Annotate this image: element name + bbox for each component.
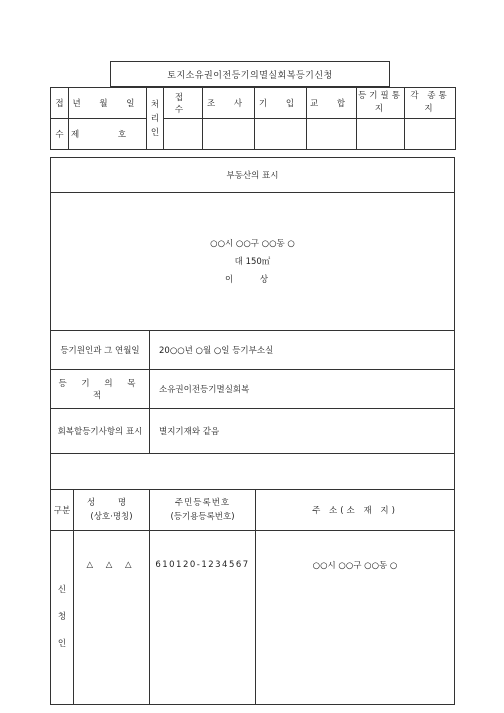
col-name-line1: 성 명 [86,498,137,508]
reception-char-1: 접 [51,88,69,119]
property-line: 이 상 [224,274,281,285]
col-registration-notice: 등기필통 지 [357,88,405,119]
col-verify: 교 합 [307,88,357,119]
col-address: 주 소(소 재 지) [312,506,398,516]
entry-box[interactable] [255,119,307,150]
col-name [74,490,149,530]
col-investigation: 조 사 [203,88,255,119]
receipt-table [50,87,456,150]
recovery-items-label: 회복할등기사항의 표시 [57,427,143,437]
col-entry: 기 입 [255,88,307,119]
cause-label: 등기원인과 그 연월일 [60,346,140,356]
applicant-label [51,531,73,704]
applicant-address[interactable]: ○○시 ○○구 ○○동 ○ [312,561,398,571]
registration-notice-box[interactable] [357,119,405,150]
purpose-label: 등 기 의 목 적 [58,379,142,401]
processor-label [147,88,164,150]
property-line: ○○시 ○○구 ○○동 ○ [210,238,295,249]
applicant-id[interactable]: 610120-1234567 [155,560,250,570]
property-line: 대 150㎡ [234,256,271,267]
col-id [150,490,255,530]
property-description [51,193,454,330]
property-header: 부동산의 표시 [226,171,279,181]
investigation-box[interactable] [203,119,255,150]
processor-char: 인 [150,127,160,138]
applicant-char: 인 [57,639,67,649]
recovery-items-value[interactable]: 별지기재와 같음 [159,427,220,437]
verify-box[interactable] [307,119,357,150]
col-id-line1: 주민등록번호 [174,498,231,508]
processor-char: 리 [150,113,160,124]
processor-char: 처 [150,99,160,110]
col-reception: 접 수 [164,88,203,119]
col-category: 구분 [53,506,71,516]
col-name-line2: (상호·명칭) [90,512,133,522]
cause-value[interactable]: 20○○년 ○월 ○일 등기부소실 [159,346,274,356]
purpose-value[interactable]: 소유권이전등기멸실회복 [159,385,250,395]
misc-notice-box[interactable] [405,119,456,150]
col-id-line2: (등기용등록번호) [170,512,235,522]
application-form [50,157,455,705]
applicant-name[interactable]: △ △ △ [86,560,137,570]
date-label: 년 월 일 [69,88,147,119]
form-title: 토지소유권이전등기의멸실회복등기신청 [110,61,390,87]
reception-char-2: 수 [51,119,69,150]
blank-row[interactable] [51,454,454,489]
applicant-char: 신 [57,585,67,595]
reception-box[interactable] [164,119,203,150]
number-label: 제 호 [69,119,147,150]
applicant-char: 청 [57,612,67,622]
col-misc-notice: 각 종통 지 [405,88,456,119]
